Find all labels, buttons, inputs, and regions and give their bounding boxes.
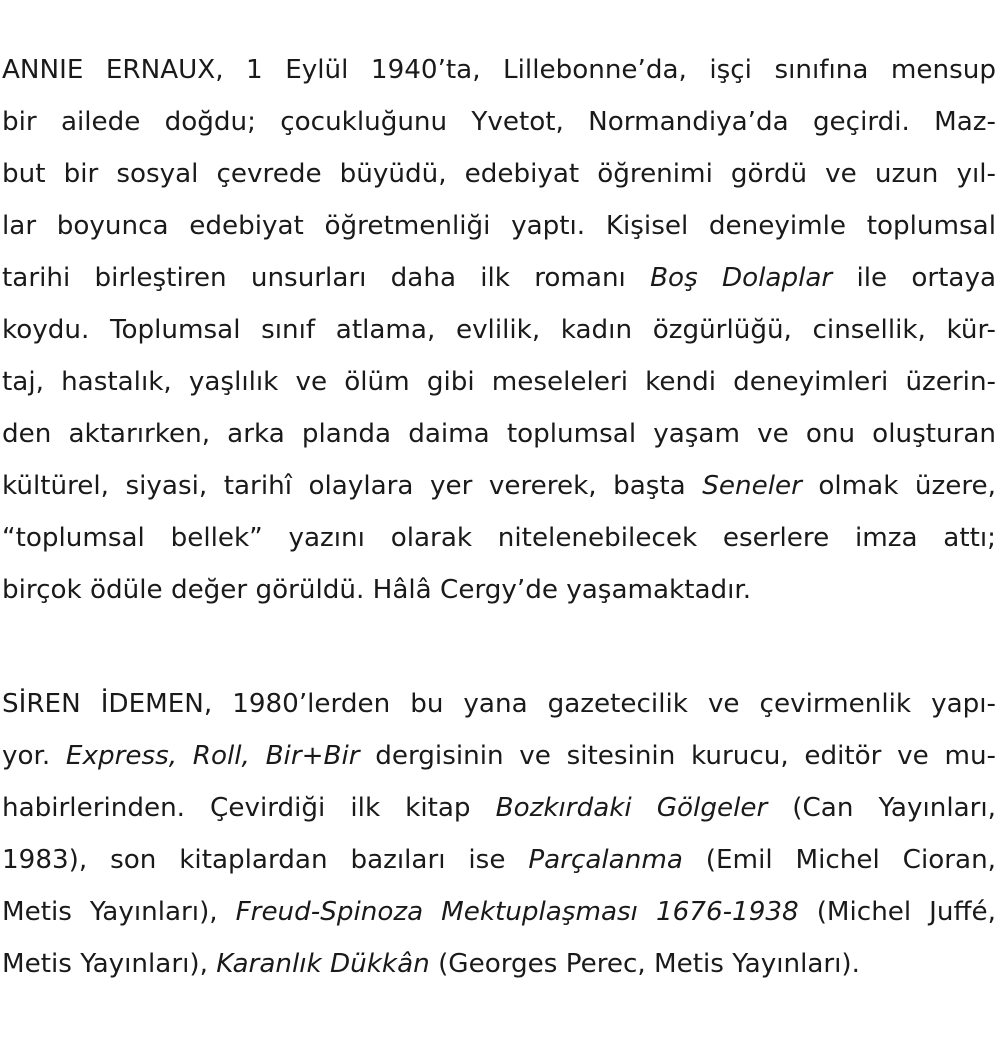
text-segment: but bir sosyal çevrede büyüdü, edebiyat öğrenimi gördü ve uzun yıl- (2, 159, 996, 189)
text-segment: habirlerinden. Çevirdiği ilk kitap (2, 793, 496, 823)
text-segment: kültürel, siyasi, tarihî olaylara yer vererek, başta (2, 471, 703, 501)
text-segment: “toplumsal bellek” yazını olarak nitelenebilecek eserlere imza attı; (2, 523, 996, 553)
text-segment: (Emil Michel Cioran, (682, 845, 997, 875)
text-line (2, 834, 996, 886)
text-segment: (Georges Perec, Metis Yayınları). (429, 949, 860, 979)
text-line (2, 96, 996, 148)
book-title-italic: Boş Dolaplar (650, 263, 833, 293)
book-title-italic: Seneler (702, 471, 802, 501)
text-segment: tarihi birleştiren unsurları daha ilk romanı (2, 263, 651, 293)
text-segment: yor. (2, 741, 66, 771)
text-segment: SİREN İDEMEN, 1980’lerden bu yana gazetecilik ve çevirmenlik yapı- (2, 689, 996, 719)
author-bio-paragraph (2, 44, 996, 616)
text-segment: taj, hastalık, yaşlılık ve ölüm gibi meseleleri kendi deneyimleri üzerin- (2, 367, 996, 397)
text-line (2, 678, 996, 730)
text-line (2, 564, 996, 616)
text-line (2, 44, 996, 96)
text-segment: ANNIE ERNAUX, 1 Eylül 1940’ta, Lillebonne’da, işçi sınıfına mensup (2, 55, 996, 85)
text-line (2, 460, 996, 512)
text-line (2, 512, 996, 564)
text-segment: 1983), son kitaplardan bazıları ise (2, 845, 529, 875)
text-segment: birçok ödüle değer görüldü. Hâlâ Cergy’de yaşamaktadır. (2, 575, 752, 605)
text-line (2, 304, 996, 356)
text-line (2, 408, 996, 460)
text-line (2, 938, 996, 990)
text-segment: Metis Yayınları), (2, 897, 236, 927)
book-title-italic: Express, Roll, Bir+Bir (65, 741, 360, 771)
text-segment: (Can Yayınları, (767, 793, 997, 823)
text-line (2, 148, 996, 200)
text-segment: Metis Yayınları), (2, 949, 217, 979)
text-segment: lar boyunca edebiyat öğretmenliği yaptı. Kişisel deneyimle toplumsal (2, 211, 996, 241)
book-title-italic: Freud-Spinoza Mektuplaşması 1676-1938 (235, 897, 799, 927)
book-title-italic: Parçalanma (528, 845, 683, 875)
text-segment: dergisinin ve sitesinin kurucu, editör ve mu- (359, 741, 996, 771)
text-segment: den aktarırken, arka planda daima toplumsal yaşam ve onu oluşturan (2, 419, 996, 449)
text-line (2, 200, 996, 252)
text-segment: olmak üzere, (801, 471, 996, 501)
book-title-italic: Karanlık Dükkân (216, 949, 430, 979)
text-line (2, 886, 996, 938)
text-segment: koydu. Toplumsal sınıf atlama, evlilik, kadın özgürlüğü, cinsellik, kür- (2, 315, 996, 345)
text-segment: bir ailede doğdu; çocukluğunu Yvetot, Normandiya’da geçirdi. Maz- (2, 107, 996, 137)
text-line (2, 252, 996, 304)
book-page (2, 0, 996, 1050)
text-segment: ile ortaya (832, 263, 997, 293)
translator-bio-paragraph (2, 678, 996, 990)
text-line (2, 782, 996, 834)
text-line (2, 730, 996, 782)
text-segment: (Michel Juffé, (798, 897, 996, 927)
text-line (2, 356, 996, 408)
book-title-italic: Bozkırdaki Gölgeler (495, 793, 768, 823)
